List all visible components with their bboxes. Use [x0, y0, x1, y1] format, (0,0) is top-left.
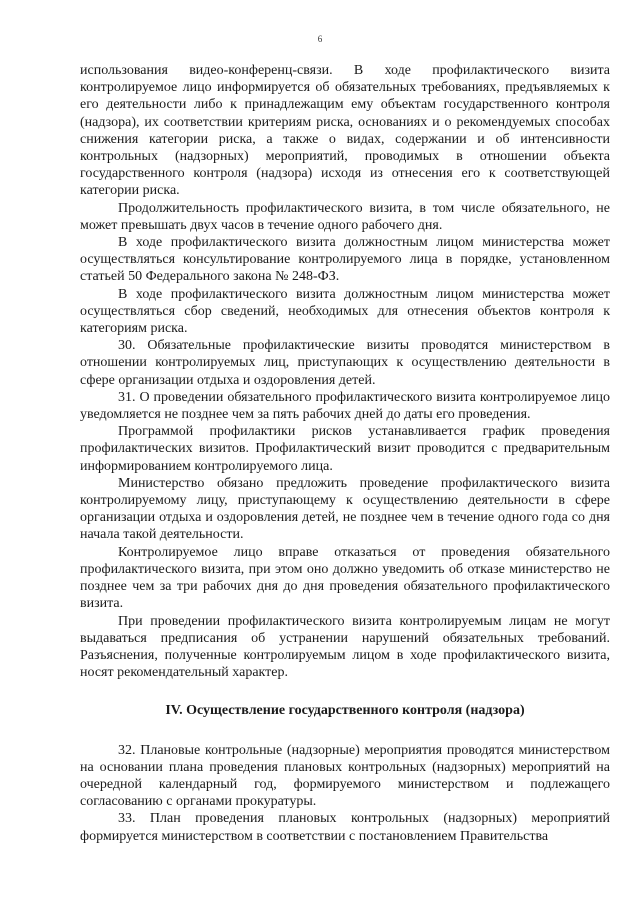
paragraph-item-33: 33. План проведения плановых контрольных (надзорных) мероприятий формируется министерством в соответствии с постановлением Правительства [80, 811, 610, 844]
paragraph-item-32: 32. Плановые контрольные (надзорные) мероприятия проводятся министерством на основании плана проведения плановых контрольных (надзорных) мероприятий на очередной календарный год, формируемого министерством и подлежащего согласованию с органами прокуратуры. [80, 742, 610, 810]
paragraph: В ходе профилактического визита должностным лицом министерства может осуществляться сбор сведений, необходимых для отнесения объектов контроля к категориям риска. [80, 286, 610, 337]
paragraph: использования видео-конференц-связи. В ходе профилактического визита контролируемое лицо информируется об обязательных требованиях, предъявляемых к его деятельности либо к принадлежащим ему объектам государственного контроля (надзора), их соответствии критериям риска, основаниях и о рекомендуемых способах снижения категории риска, а также о видах, содержании и об интенсивности контрольных (надзорных) мероприятий, проводимых в отношении объекта государственного контроля (надзора) исходя из отнесения его к соответствующей категории риска. [80, 63, 610, 199]
paragraph: В ходе профилактического визита должностным лицом министерства может осуществляться консультирование контролируемого лица в порядке, установленном статьей 50 Федерального закона № 248-ФЗ. [80, 235, 610, 285]
paragraph: Контролируемое лицо вправе отказаться от проведения обязательного профилактического визита, при этом оно должно уведомить об отказе министерство не позднее чем за три рабочих дня до дня проведения обязательного профилактического визита. [80, 544, 610, 612]
paragraph: При проведении профилактического визита контролируемым лицам не могут выдаваться предписания об устранении нарушений обязательных требований. Разъяснения, полученные контролируемым лицом в ходе профилактического визита, носят рекомендательный характер. [80, 613, 610, 681]
paragraph: Министерство обязано предложить проведение профилактического визита контролируемому лицу, приступающему к осуществлению деятельности в сфере организации отдыха и оздоровления детей, не позднее чем в течение одного года со дня начала такой деятельности. [80, 475, 610, 543]
paragraph: Продолжительность профилактического визита, в том числе обязательного, не может превышать двух часов в течение одного рабочего дня. [80, 200, 610, 233]
paragraph-item-30: 30. Обязательные профилактические визиты проводятся министерством в отношении контролируемых лиц, приступающих к осуществлению деятельности в сфере организации отдыха и оздоровления детей. [80, 338, 610, 388]
document-body [80, 62, 610, 845]
page-number: 6 [317, 34, 323, 44]
section-heading: IV. Осуществление государственного контроля (надзора) [165, 703, 525, 719]
paragraph-item-31: 31. О проведении обязательного профилактического визита контролируемое лицо уведомляется не позднее чем за пять рабочих дней до даты его проведения. [80, 389, 610, 423]
paragraph: Программой профилактики рисков устанавливается график проведения профилактических визитов. Профилактический визит проводится с предварительным информированием контролируемого лица. [80, 424, 610, 474]
